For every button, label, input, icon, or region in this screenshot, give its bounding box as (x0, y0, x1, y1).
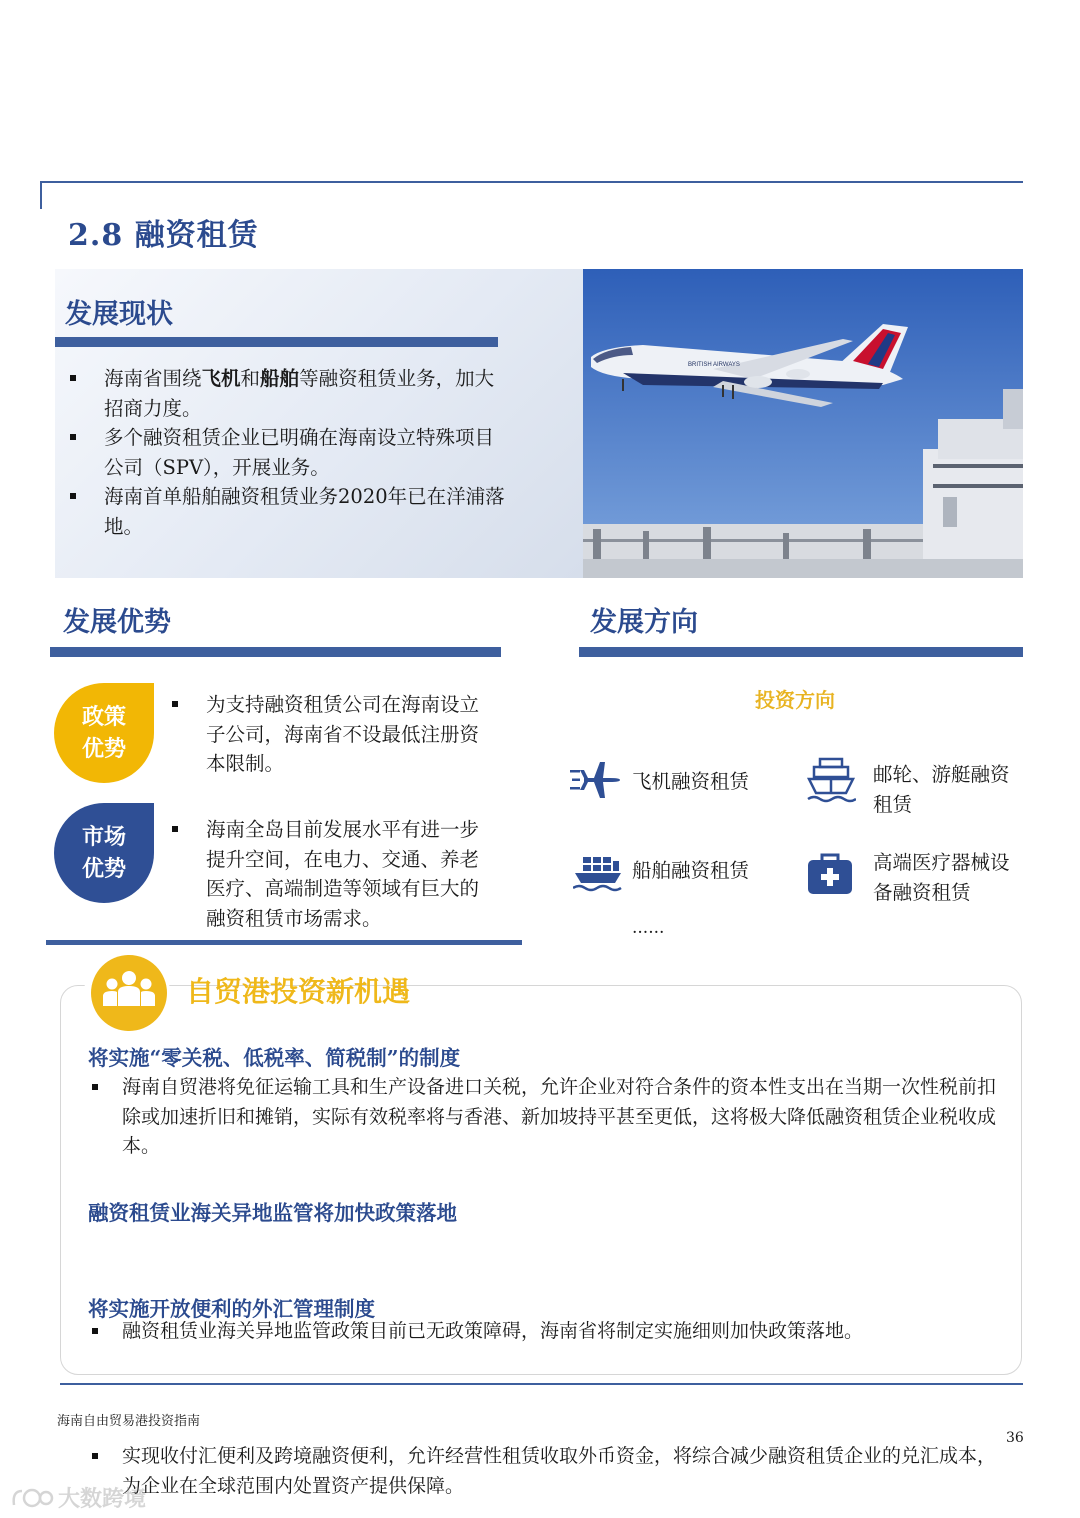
direction-item-aircraft: 飞机融资租赁 (632, 770, 750, 793)
watermark-logo-icon (10, 1485, 54, 1511)
status-bullet-1: 海南省围绕飞机和船舶等融资租赁业务，加大招商力度。 (56, 364, 506, 423)
people-group-icon (90, 954, 168, 1036)
watermark-text: 大数跨境 (58, 1487, 147, 1512)
advantages-heading-bar (50, 647, 501, 657)
top-rule (40, 181, 1023, 183)
opportunity-text-3: 实现收付汇便利及跨境融资便利，允许经营性租赁收取外币资金，将综合减少融资租赁企业的兑汇成本，为企业在全球范围内处置资产提供保障。 (60, 1442, 1002, 1501)
status-list (56, 364, 506, 541)
top-rule-tick (40, 181, 42, 209)
opportunity-heading-1: 将实施“零关税、低税率、简税制”的制度 (88, 1046, 461, 1070)
direction-heading-bar (579, 647, 1023, 657)
opportunity-text-1: 海南自贸港将免征运输工具和生产设备进口关税，允许企业对符合条件的资本性支出在当期一次性税前扣除或加速折旧和摊销，实际有效税率将与香港、新加坡持平甚至更低，这将极大降低融资租赁企业税收成本。 (60, 1073, 1002, 1162)
policy-advantage-badge: 政策优势 (54, 683, 154, 783)
footer-doc-title: 海南自由贸易港投资指南 (57, 1414, 201, 1429)
opportunity-title: 自贸港投资新机遇 (186, 975, 411, 1008)
status-heading: 发展现状 (65, 299, 173, 330)
opportunity-heading-2: 融资租赁业海关异地监管将加快政策落地 (88, 1201, 457, 1225)
direction-heading: 发展方向 (590, 607, 698, 638)
status-bullet-2: 多个融资租赁企业已明确在海南设立特殊项目公司（SPV），开展业务。 (56, 423, 506, 482)
direction-subheading: 投资方向 (755, 688, 835, 712)
policy-advantage-list (158, 690, 496, 779)
cargo-ship-icon (573, 853, 623, 897)
medical-kit-icon (806, 850, 854, 902)
watermark (10, 1482, 146, 1513)
market-advantage-list (158, 815, 496, 933)
page-number: 36 (1006, 1430, 1024, 1446)
advantages-heading: 发展优势 (63, 607, 171, 638)
airplane-photo (583, 269, 1023, 578)
direction-item-ship: 船舶融资租赁 (632, 859, 750, 882)
footer-rule (60, 1383, 1023, 1385)
status-bullet-3: 海南首单船舶融资租赁业务2020年已在洋浦落地。 (56, 482, 506, 541)
cruise-ship-icon (806, 755, 856, 811)
svg-text:BRITISH AIRWAYS: BRITISH AIRWAYS (688, 362, 740, 368)
opportunity-heading-3: 将实施开放便利的外汇管理制度 (88, 1297, 375, 1321)
direction-ellipsis: ...... (632, 918, 665, 938)
policy-advantage-text: 为支持融资租赁公司在海南设立子公司，海南省不设最低注册资本限制。 (158, 690, 496, 779)
direction-item-cruise: 邮轮、游艇融资租赁 (873, 763, 1010, 816)
opportunity-text-2: 融资租赁业海关异地监管政策目前已无政策障碍，海南省将制定实施细则加快政策落地。 (60, 1317, 1002, 1347)
status-heading-bar (55, 337, 498, 347)
airplane-icon (570, 758, 622, 806)
section-title: 2.8 融资租赁 (68, 218, 259, 253)
advantages-bottom-bar (46, 940, 522, 945)
market-advantage-badge: 市场优势 (54, 803, 154, 903)
market-advantage-text: 海南全岛目前发展水平有进一步提升空间，在电力、交通、养老医疗、高端制造等领域有巨大的融资租赁市场需求。 (158, 815, 496, 933)
direction-item-medical: 高端医疗器械设备融资租赁 (873, 851, 1010, 904)
